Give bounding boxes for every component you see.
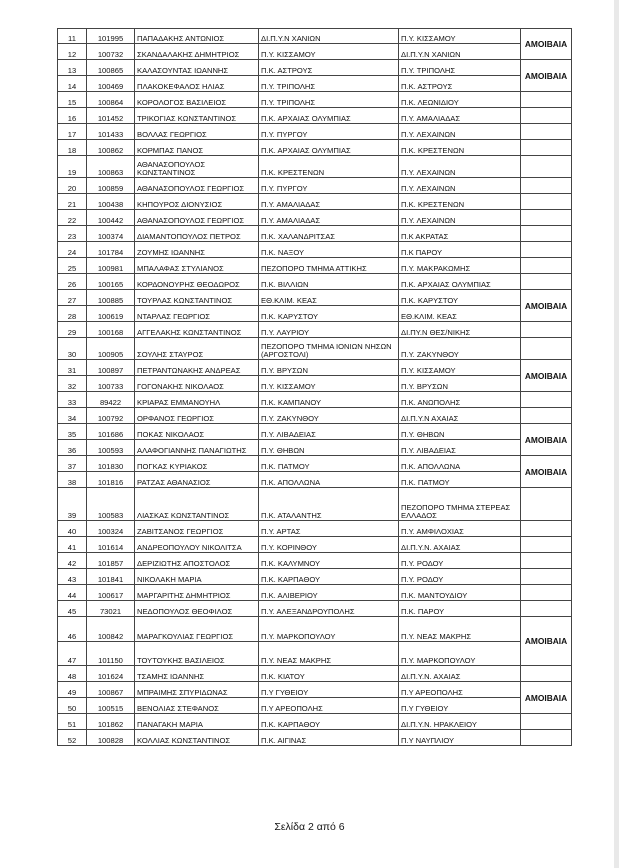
empty-note-cell xyxy=(521,521,572,537)
from-service-cell: Π.Υ. ΜΑΡΚΟΠΟΥΛΟΥ xyxy=(259,617,399,642)
to-service-cell: Π.Κ ΑΚΡΑΤΑΣ xyxy=(399,226,521,242)
row-number-cell: 42 xyxy=(58,553,87,569)
name-cell: ΑΝΔΡΕΟΠΟΥΛΟΥ ΝΙΚΟΛΙΤΣΑ xyxy=(135,537,259,553)
name-cell: ΛΙΑΣΚΑΣ ΚΩΝΣΤΑΝΤΙΝΟΣ xyxy=(135,488,259,521)
from-service-cell: ΠΕΖΟΠΟΡΟ ΤΜΗΜΑ ΑΤΤΙΚΗΣ xyxy=(259,258,399,274)
employee-id-cell: 101841 xyxy=(87,569,135,585)
table-row xyxy=(58,124,572,140)
empty-note-cell xyxy=(521,210,572,226)
employee-id-cell: 100905 xyxy=(87,338,135,360)
employee-id-cell: 100515 xyxy=(87,698,135,714)
name-cell: ΚΟΡΟΛΟΓΟΣ ΒΑΣΙΛΕΙΟΣ xyxy=(135,92,259,108)
row-number-cell: 51 xyxy=(58,714,87,730)
table-row xyxy=(58,698,572,714)
name-cell: ΠΟΓΚΑΣ ΚΥΡΙΑΚΟΣ xyxy=(135,456,259,472)
to-service-cell: Π.Υ. ΑΜΦΙΛΟΧΙΑΣ xyxy=(399,521,521,537)
row-number-cell: 11 xyxy=(58,29,87,44)
to-service-cell: Π.Υ. ΚΙΣΣΑΜΟΥ xyxy=(399,360,521,376)
empty-note-cell xyxy=(521,124,572,140)
table-row xyxy=(58,258,572,274)
row-number-cell: 35 xyxy=(58,424,87,440)
name-cell: ΤΟΥΤΟΥΚΗΣ ΒΑΣΙΛΕΙΟΣ xyxy=(135,642,259,666)
table-row xyxy=(58,140,572,156)
name-cell: ΖΑΒΙΤΣΑΝΟΣ ΓΕΩΡΓΙΟΣ xyxy=(135,521,259,537)
to-service-cell: Π.Κ. ΜΑΝΤΟΥΔΙΟΥ xyxy=(399,585,521,601)
empty-note-cell xyxy=(521,178,572,194)
table-row xyxy=(58,440,572,456)
row-number-cell: 46 xyxy=(58,617,87,642)
to-service-cell: Π.Κ. ΑΝΩΠΟΛΗΣ xyxy=(399,392,521,408)
table-row xyxy=(58,553,572,569)
from-service-cell: Π.Κ. ΚΡΕΣΤΕΝΩΝ xyxy=(259,156,399,178)
name-cell: ΜΠΡΑΙΜΗΣ ΣΠΥΡΙΔΩΝΑΣ xyxy=(135,682,259,698)
from-service-cell: Π.Υ. ΤΡΙΠΟΛΗΣ xyxy=(259,76,399,92)
table-row xyxy=(58,108,572,124)
empty-note-cell xyxy=(521,92,572,108)
to-service-cell: Π.Υ. ΡΟΔΟΥ xyxy=(399,569,521,585)
employee-id-cell: 100863 xyxy=(87,156,135,178)
from-service-cell: Π.Υ. ΛΑΥΡΙΟΥ xyxy=(259,322,399,338)
name-cell: ΚΑΛΑΣΟΥΝΤΑΣ ΙΩΑΝΝΗΣ xyxy=(135,60,259,76)
employee-id-cell: 100885 xyxy=(87,290,135,306)
table-row xyxy=(58,156,572,178)
from-service-cell: Π.Κ. ΧΑΛΑΝΔΡΙΤΣΑΣ xyxy=(259,226,399,242)
mutual-exchange-label: ΑΜΟΙΒΑΙΑ xyxy=(521,290,572,322)
empty-note-cell xyxy=(521,601,572,617)
employee-id-cell: 100862 xyxy=(87,140,135,156)
to-service-cell: Π.Κ. ΚΡΕΣΤΕΝΩΝ xyxy=(399,194,521,210)
to-service-cell: Π.Υ. ΤΡΙΠΟΛΗΣ xyxy=(399,60,521,76)
table-row xyxy=(58,178,572,194)
table-row xyxy=(58,682,572,698)
to-service-cell: Π.Υ. ΛΕΧΑΙΝΩΝ xyxy=(399,124,521,140)
from-service-cell: Π.Κ. ΑΡΧΑΙΑΣ ΟΛΥΜΠΙΑΣ xyxy=(259,108,399,124)
table-row xyxy=(58,44,572,60)
name-cell: ΚΟΡΜΠΑΣ ΠΑΝΟΣ xyxy=(135,140,259,156)
employee-id-cell: 101452 xyxy=(87,108,135,124)
employee-id-cell: 101862 xyxy=(87,714,135,730)
name-cell: ΜΑΡΓΑΡΙΤΗΣ ΔΗΜΗΤΡΙΟΣ xyxy=(135,585,259,601)
row-number-cell: 37 xyxy=(58,456,87,472)
transfer-table-body xyxy=(58,29,572,746)
name-cell: ΚΟΛΛΙΑΣ ΚΩΝΣΤΑΝΤΙΝΟΣ xyxy=(135,730,259,746)
row-number-cell: 39 xyxy=(58,488,87,521)
table-row xyxy=(58,306,572,322)
table-row xyxy=(58,76,572,92)
transfer-table-sheet xyxy=(57,28,571,746)
name-cell: ΑΘΑΝΑΣΟΠΟΥΛΟΣ ΚΩΝΣΤΑΝΤΙΝΟΣ xyxy=(135,156,259,178)
to-service-cell: Π.Υ ΓΥΘΕΙΟΥ xyxy=(399,698,521,714)
from-service-cell: Π.Υ. ΚΙΣΣΑΜΟΥ xyxy=(259,44,399,60)
from-service-cell: Π.Κ. ΠΑΤΜΟΥ xyxy=(259,456,399,472)
name-cell: ΟΡΦΑΝΟΣ ΓΕΩΡΓΙΟΣ xyxy=(135,408,259,424)
employee-id-cell: 101995 xyxy=(87,29,135,44)
table-row xyxy=(58,601,572,617)
table-row xyxy=(58,338,572,360)
empty-note-cell xyxy=(521,714,572,730)
employee-id-cell: 100859 xyxy=(87,178,135,194)
to-service-cell: Π.Υ. ΑΜΑΛΙΑΔΑΣ xyxy=(399,108,521,124)
employee-id-cell: 73021 xyxy=(87,601,135,617)
row-number-cell: 44 xyxy=(58,585,87,601)
from-service-cell: Π.Υ. ΑΛΕΞΑΝΔΡΟΥΠΟΛΗΣ xyxy=(259,601,399,617)
row-number-cell: 29 xyxy=(58,322,87,338)
from-service-cell: Π.Υ. ΚΟΡΙΝΘΟΥ xyxy=(259,537,399,553)
empty-note-cell xyxy=(521,569,572,585)
from-service-cell: Π.Υ. ΑΜΑΛΙΑΔΑΣ xyxy=(259,210,399,226)
to-service-cell: Π.Υ. ΛΕΧΑΙΝΩΝ xyxy=(399,178,521,194)
to-service-cell: Π.Υ. ΜΑΡΚΟΠΟΥΛΟΥ xyxy=(399,642,521,666)
employee-id-cell: 100469 xyxy=(87,76,135,92)
table-row xyxy=(58,408,572,424)
employee-id-cell: 100828 xyxy=(87,730,135,746)
page-number: Σελίδα 2 από 6 xyxy=(274,821,345,833)
name-cell: ΣΚΑΝΔΑΛΑΚΗΣ ΔΗΜΗΤΡΙΟΣ xyxy=(135,44,259,60)
row-number-cell: 43 xyxy=(58,569,87,585)
row-number-cell: 16 xyxy=(58,108,87,124)
name-cell: ΝΙΚΟΛΑΚΗ ΜΑΡΙΑ xyxy=(135,569,259,585)
empty-note-cell xyxy=(521,156,572,178)
to-service-cell: Π.Κ. ΑΡΧΑΙΑΣ ΟΛΥΜΠΙΑΣ xyxy=(399,274,521,290)
employee-id-cell: 100733 xyxy=(87,376,135,392)
mutual-exchange-label: ΑΜΟΙΒΑΙΑ xyxy=(521,360,572,392)
table-row xyxy=(58,210,572,226)
table-row xyxy=(58,666,572,682)
table-row xyxy=(58,322,572,338)
name-cell: ΑΓΓΕΛΑΚΗΣ ΚΩΝΣΤΑΝΤΙΝΟΣ xyxy=(135,322,259,338)
table-row xyxy=(58,642,572,666)
from-service-cell: Π.Υ. ΠΥΡΓΟΥ xyxy=(259,178,399,194)
row-number-cell: 19 xyxy=(58,156,87,178)
row-number-cell: 30 xyxy=(58,338,87,360)
name-cell: ΔΕΡΙΖΙΩΤΗΣ ΑΠΟΣΤΟΛΟΣ xyxy=(135,553,259,569)
from-service-cell: Π.Υ. ΝΕΑΣ ΜΑΚΡΗΣ xyxy=(259,642,399,666)
empty-note-cell xyxy=(521,730,572,746)
row-number-cell: 52 xyxy=(58,730,87,746)
from-service-cell: Π.Κ. ΑΛΙΒΕΡΙΟΥ xyxy=(259,585,399,601)
row-number-cell: 12 xyxy=(58,44,87,60)
employee-id-cell: 101624 xyxy=(87,666,135,682)
employee-id-cell: 100842 xyxy=(87,617,135,642)
employee-id-cell: 100617 xyxy=(87,585,135,601)
to-service-cell: ΔΙ.Π.Υ.Ν ΑΧΑΙΑΣ xyxy=(399,408,521,424)
name-cell: ΒΕΝΟΛΙΑΣ ΣΤΕΦΑΝΟΣ xyxy=(135,698,259,714)
from-service-cell: Π.Υ. ΒΡΥΣΩΝ xyxy=(259,360,399,376)
employee-id-cell: 101857 xyxy=(87,553,135,569)
table-row xyxy=(58,392,572,408)
name-cell: ΝΕΔΟΠΟΥΛΟΣ ΘΕΟΦΙΛΟΣ xyxy=(135,601,259,617)
empty-note-cell xyxy=(521,274,572,290)
to-service-cell: Π.Υ. ΡΟΔΟΥ xyxy=(399,553,521,569)
empty-note-cell xyxy=(521,140,572,156)
to-service-cell: Π.Κ. ΠΑΡΟΥ xyxy=(399,601,521,617)
from-service-cell: Π.Υ. ΚΙΣΣΑΜΟΥ xyxy=(259,376,399,392)
employee-id-cell: 100168 xyxy=(87,322,135,338)
name-cell: ΔΙΑΜΑΝΤΟΠΟΥΛΟΣ ΠΕΤΡΟΣ xyxy=(135,226,259,242)
employee-id-cell: 100792 xyxy=(87,408,135,424)
page-edge xyxy=(614,0,619,868)
from-service-cell: Π.Κ. ΚΙΑΤΟΥ xyxy=(259,666,399,682)
to-service-cell: ΠΕΖΟΠΟΡΟ ΤΜΗΜΑ ΣΤΕΡΕΑΣ ΕΛΛΑΔΟΣ xyxy=(399,488,521,521)
row-number-cell: 50 xyxy=(58,698,87,714)
row-number-cell: 13 xyxy=(58,60,87,76)
empty-note-cell xyxy=(521,322,572,338)
from-service-cell: Π.Υ ΑΡΕΟΠΟΛΗΣ xyxy=(259,698,399,714)
empty-note-cell xyxy=(521,585,572,601)
mutual-exchange-label: ΑΜΟΙΒΑΙΑ xyxy=(521,682,572,714)
row-number-cell: 49 xyxy=(58,682,87,698)
table-row xyxy=(58,714,572,730)
to-service-cell: Π.Υ. ΒΡΥΣΩΝ xyxy=(399,376,521,392)
name-cell: ΤΡΙΚΟΓΙΑΣ ΚΩΝΣΤΑΝΤΙΝΟΣ xyxy=(135,108,259,124)
table-row xyxy=(58,617,572,642)
from-service-cell: Π.Υ. ΛΙΒΑΔΕΙΑΣ xyxy=(259,424,399,440)
employee-id-cell: 100619 xyxy=(87,306,135,322)
to-service-cell: ΔΙ.Π.Υ.Ν ΧΑΝΙΩΝ xyxy=(399,44,521,60)
from-service-cell: Π.Κ. ΚΑΛΥΜΝΟΥ xyxy=(259,553,399,569)
name-cell: ΜΑΡΑΓΚΟΥΛΙΑΣ ΓΕΩΡΓΙΟΣ xyxy=(135,617,259,642)
row-number-cell: 14 xyxy=(58,76,87,92)
to-service-cell: Π.Υ. ΛΙΒΑΔΕΙΑΣ xyxy=(399,440,521,456)
mutual-exchange-label: ΑΜΟΙΒΑΙΑ xyxy=(521,424,572,456)
from-service-cell: Π.Κ. ΑΙΓΙΝΑΣ xyxy=(259,730,399,746)
name-cell: ΖΟΥΜΗΣ ΙΩΑΝΝΗΣ xyxy=(135,242,259,258)
employee-id-cell: 100864 xyxy=(87,92,135,108)
transfer-table xyxy=(57,28,572,746)
row-number-cell: 21 xyxy=(58,194,87,210)
to-service-cell: ΔΙ.Π.Υ.Ν. ΗΡΑΚΛΕΙΟΥ xyxy=(399,714,521,730)
table-row xyxy=(58,376,572,392)
table-row xyxy=(58,424,572,440)
employee-id-cell: 100867 xyxy=(87,682,135,698)
name-cell: ΠΟΚΑΣ ΝΙΚΟΛΑΟΣ xyxy=(135,424,259,440)
from-service-cell: Π.Υ. ΘΗΒΩΝ xyxy=(259,440,399,456)
name-cell: ΤΣΑΜΗΣ ΙΩΑΝΝΗΣ xyxy=(135,666,259,682)
name-cell: ΠΑΝΑΓΑΚΗ ΜΑΡΙΑ xyxy=(135,714,259,730)
row-number-cell: 32 xyxy=(58,376,87,392)
empty-note-cell xyxy=(521,226,572,242)
row-number-cell: 41 xyxy=(58,537,87,553)
row-number-cell: 18 xyxy=(58,140,87,156)
name-cell: ΚΟΡΔΟΝΟΥΡΗΣ ΘΕΟΔΩΡΟΣ xyxy=(135,274,259,290)
empty-note-cell xyxy=(521,392,572,408)
empty-note-cell xyxy=(521,488,572,521)
to-service-cell: Π.Υ. ΛΕΧΑΙΝΩΝ xyxy=(399,156,521,178)
from-service-cell: Π.Κ. ΚΑΡΥΣΤΟΥ xyxy=(259,306,399,322)
employee-id-cell: 101150 xyxy=(87,642,135,666)
name-cell: ΡΑΤΖΑΣ ΑΘΑΝΑΣΙΟΣ xyxy=(135,472,259,488)
from-service-cell: Π.Κ. ΑΣΤΡΟΥΣ xyxy=(259,60,399,76)
table-row xyxy=(58,29,572,44)
mutual-exchange-label: ΑΜΟΙΒΑΙΑ xyxy=(521,617,572,666)
empty-note-cell xyxy=(521,108,572,124)
to-service-cell: Π.Κ. ΚΑΡΥΣΤΟΥ xyxy=(399,290,521,306)
to-service-cell: Π.Κ. ΛΕΩΝΙΔΙΟΥ xyxy=(399,92,521,108)
empty-note-cell xyxy=(521,408,572,424)
to-service-cell: Π.Υ. ΛΕΧΑΙΝΩΝ xyxy=(399,210,521,226)
employee-id-cell: 101614 xyxy=(87,537,135,553)
name-cell: ΝΤΑΡΛΑΣ ΓΕΩΡΓΙΟΣ xyxy=(135,306,259,322)
name-cell: ΜΠΑΛΑΦΑΣ ΣΤΥΛΙΑΝΟΣ xyxy=(135,258,259,274)
mutual-exchange-label: ΑΜΟΙΒΑΙΑ xyxy=(521,60,572,92)
empty-note-cell xyxy=(521,666,572,682)
from-service-cell: Π.Υ. ΖΑΚΥΝΘΟΥ xyxy=(259,408,399,424)
name-cell: ΒΟΛΛΑΣ ΓΕΩΡΓΙΟΣ xyxy=(135,124,259,140)
row-number-cell: 26 xyxy=(58,274,87,290)
table-row xyxy=(58,585,572,601)
from-service-cell: Π.Υ. ΠΥΡΓΟΥ xyxy=(259,124,399,140)
table-row xyxy=(58,92,572,108)
table-row xyxy=(58,226,572,242)
to-service-cell: Π.Υ. ΘΗΒΩΝ xyxy=(399,424,521,440)
from-service-cell: Π.Κ. ΒΙΛΛΙΩΝ xyxy=(259,274,399,290)
name-cell: ΣΟΥΛΗΣ ΣΤΑΥΡΟΣ xyxy=(135,338,259,360)
name-cell: ΚΗΠΟΥΡΟΣ ΔΙΟΝΥΣΙΟΣ xyxy=(135,194,259,210)
name-cell: ΑΛΑΦΟΓΙΑΝΝΗΣ ΠΑΝΑΓΙΩΤΗΣ xyxy=(135,440,259,456)
employee-id-cell: 101784 xyxy=(87,242,135,258)
table-row xyxy=(58,569,572,585)
row-number-cell: 33 xyxy=(58,392,87,408)
from-service-cell: Π.Κ. ΑΡΧΑΙΑΣ ΟΛΥΜΠΙΑΣ xyxy=(259,140,399,156)
table-row xyxy=(58,488,572,521)
from-service-cell: ΠΕΖΟΠΟΡΟ ΤΜΗΜΑ ΙΟΝΙΩΝ ΝΗΣΩΝ (ΑΡΓΟΣΤΟΛΙ) xyxy=(259,338,399,360)
to-service-cell: Π.Κ. ΚΡΕΣΤΕΝΩΝ xyxy=(399,140,521,156)
empty-note-cell xyxy=(521,537,572,553)
row-number-cell: 24 xyxy=(58,242,87,258)
employee-id-cell: 100583 xyxy=(87,488,135,521)
to-service-cell: Π.Υ. ΜΑΚΡΑΚΩΜΗΣ xyxy=(399,258,521,274)
to-service-cell: ΔΙ.ΠΥ.Ν ΘΕΣ/ΝΙΚΗΣ xyxy=(399,322,521,338)
name-cell: ΤΟΥΡΛΑΣ ΚΩΝΣΤΑΝΤΙΝΟΣ xyxy=(135,290,259,306)
row-number-cell: 38 xyxy=(58,472,87,488)
table-row xyxy=(58,456,572,472)
employee-id-cell: 100438 xyxy=(87,194,135,210)
employee-id-cell: 101830 xyxy=(87,456,135,472)
to-service-cell: Π.Κ ΠΑΡΟΥ xyxy=(399,242,521,258)
employee-id-cell: 100897 xyxy=(87,360,135,376)
row-number-cell: 23 xyxy=(58,226,87,242)
to-service-cell: Π.Υ. ΖΑΚΥΝΘΟΥ xyxy=(399,338,521,360)
employee-id-cell: 100374 xyxy=(87,226,135,242)
row-number-cell: 36 xyxy=(58,440,87,456)
from-service-cell: Π.Υ. ΑΡΤΑΣ xyxy=(259,521,399,537)
to-service-cell: Π.Υ ΑΡΕΟΠΟΛΗΣ xyxy=(399,682,521,698)
row-number-cell: 15 xyxy=(58,92,87,108)
name-cell: ΑΘΑΝΑΣΟΠΟΥΛΟΣ ΓΕΩΡΓΙΟΣ xyxy=(135,210,259,226)
employee-id-cell: 89422 xyxy=(87,392,135,408)
to-service-cell: Π.Υ. ΚΙΣΣΑΜΟΥ xyxy=(399,29,521,44)
employee-id-cell: 101816 xyxy=(87,472,135,488)
mutual-exchange-label: ΑΜΟΙΒΑΙΑ xyxy=(521,29,572,60)
name-cell: ΑΘΑΝΑΣΟΠΟΥΛΟΣ ΓΕΩΡΓΙΟΣ xyxy=(135,178,259,194)
table-row xyxy=(58,242,572,258)
empty-note-cell xyxy=(521,553,572,569)
name-cell: ΠΛΑΚΟΚΕΦΑΛΟΣ ΗΛΙΑΣ xyxy=(135,76,259,92)
to-service-cell: ΔΙ.Π.Υ.Ν. ΑΧΑΙΑΣ xyxy=(399,537,521,553)
from-service-cell: Π.Κ. ΚΑΜΠΑΝΟΥ xyxy=(259,392,399,408)
row-number-cell: 34 xyxy=(58,408,87,424)
name-cell: ΠΕΤΡΑΝΤΩΝΑΚΗΣ ΑΝΔΡΕΑΣ xyxy=(135,360,259,376)
name-cell: ΠΑΠΑΔΑΚΗΣ ΑΝΤΩΝΙΟΣ xyxy=(135,29,259,44)
table-row xyxy=(58,730,572,746)
to-service-cell: Π.Υ. ΝΕΑΣ ΜΑΚΡΗΣ xyxy=(399,617,521,642)
to-service-cell: Π.Κ. ΠΑΤΜΟΥ xyxy=(399,472,521,488)
from-service-cell: Π.Κ. ΝΑΞΟΥ xyxy=(259,242,399,258)
from-service-cell: Π.Κ. ΚΑΡΠΑΘΟΥ xyxy=(259,569,399,585)
to-service-cell: Π.Κ. ΑΠΟΛΛΩΝΑ xyxy=(399,456,521,472)
employee-id-cell: 101433 xyxy=(87,124,135,140)
table-row xyxy=(58,194,572,210)
mutual-exchange-label: ΑΜΟΙΒΑΙΑ xyxy=(521,456,572,488)
table-row xyxy=(58,521,572,537)
row-number-cell: 28 xyxy=(58,306,87,322)
from-service-cell: ΕΘ.ΚΛΙΜ. ΚΕΑΣ xyxy=(259,290,399,306)
employee-id-cell: 101686 xyxy=(87,424,135,440)
employee-id-cell: 100732 xyxy=(87,44,135,60)
row-number-cell: 25 xyxy=(58,258,87,274)
from-service-cell: Π.Υ. ΑΜΑΛΙΑΔΑΣ xyxy=(259,194,399,210)
row-number-cell: 31 xyxy=(58,360,87,376)
empty-note-cell xyxy=(521,258,572,274)
employee-id-cell: 100442 xyxy=(87,210,135,226)
from-service-cell: Π.Κ. ΚΑΡΠΑΘΟΥ xyxy=(259,714,399,730)
table-row xyxy=(58,290,572,306)
from-service-cell: Π.Κ. ΑΠΟΛΛΩΝΑ xyxy=(259,472,399,488)
row-number-cell: 47 xyxy=(58,642,87,666)
row-number-cell: 27 xyxy=(58,290,87,306)
table-row xyxy=(58,360,572,376)
row-number-cell: 20 xyxy=(58,178,87,194)
row-number-cell: 22 xyxy=(58,210,87,226)
to-service-cell: Π.Κ. ΑΣΤΡΟΥΣ xyxy=(399,76,521,92)
empty-note-cell xyxy=(521,194,572,210)
from-service-cell: Π.Υ ΓΥΘΕΙΟΥ xyxy=(259,682,399,698)
table-row xyxy=(58,472,572,488)
table-row xyxy=(58,537,572,553)
row-number-cell: 17 xyxy=(58,124,87,140)
employee-id-cell: 100865 xyxy=(87,60,135,76)
employee-id-cell: 100324 xyxy=(87,521,135,537)
employee-id-cell: 100981 xyxy=(87,258,135,274)
employee-id-cell: 100165 xyxy=(87,274,135,290)
row-number-cell: 48 xyxy=(58,666,87,682)
from-service-cell: ΔΙ.Π.Υ.Ν ΧΑΝΙΩΝ xyxy=(259,29,399,44)
from-service-cell: Π.Υ. ΤΡΙΠΟΛΗΣ xyxy=(259,92,399,108)
from-service-cell: Π.Κ. ΑΤΑΛΑΝΤΗΣ xyxy=(259,488,399,521)
name-cell: ΓΟΓΟΝΑΚΗΣ ΝΙΚΟΛΑΟΣ xyxy=(135,376,259,392)
table-row xyxy=(58,60,572,76)
to-service-cell: Π.Υ ΝΑΥΠΛΙΟΥ xyxy=(399,730,521,746)
empty-note-cell xyxy=(521,338,572,360)
employee-id-cell: 100593 xyxy=(87,440,135,456)
row-number-cell: 45 xyxy=(58,601,87,617)
to-service-cell: ΕΘ.ΚΛΙΜ. ΚΕΑΣ xyxy=(399,306,521,322)
name-cell: ΚΡΙΑΡΑΣ ΕΜΜΑΝΟΥΗΛ xyxy=(135,392,259,408)
empty-note-cell xyxy=(521,242,572,258)
table-row xyxy=(58,274,572,290)
row-number-cell: 40 xyxy=(58,521,87,537)
to-service-cell: ΔΙ.Π.Υ.Ν. ΑΧΑΙΑΣ xyxy=(399,666,521,682)
